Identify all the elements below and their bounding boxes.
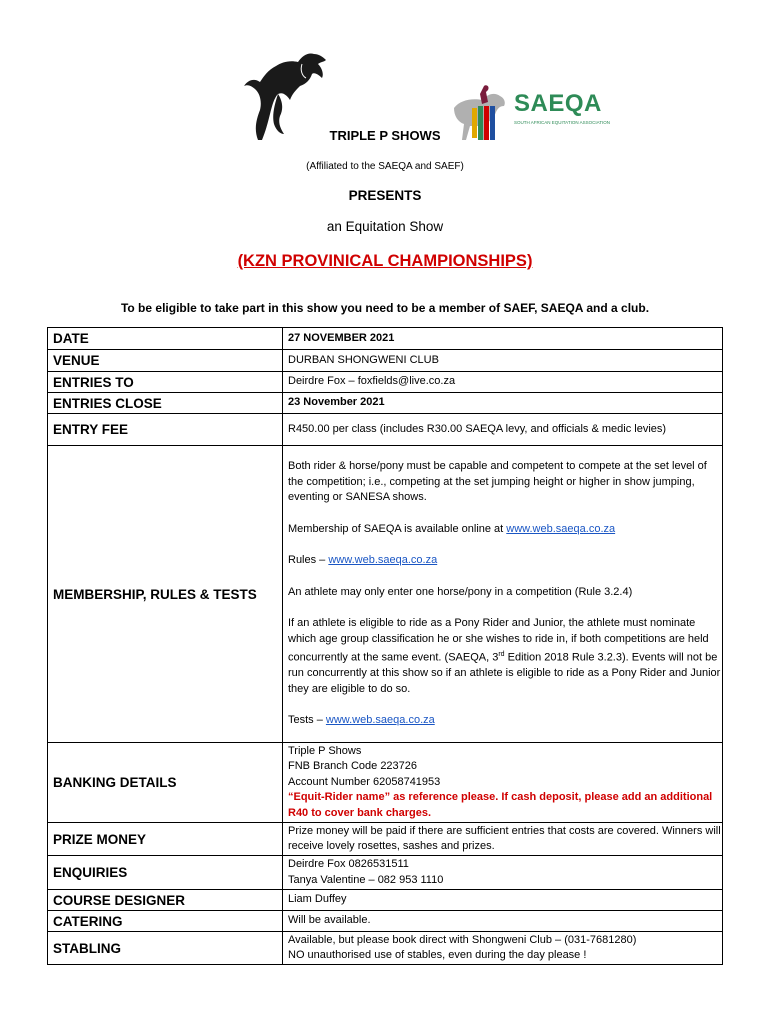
saeqa-wordmark: SAEQA [514,90,602,117]
rules-text: Rules – [288,554,329,567]
table-row [48,856,723,890]
table-row [48,743,723,823]
banking-account-name: Triple P Shows [288,744,362,757]
membership-text: Membership of SAEQA is available online at [288,522,507,535]
one-horse-rule: An athlete may only enter one horse/pony in a competition (Rule 3.2.4) [288,585,633,598]
entries-to-value: Deirdre Fox – foxfields@live.co.za [283,372,723,393]
table-row [48,823,723,856]
page-title: TRIPLE P SHOWS [329,128,441,143]
table-row [48,328,723,350]
capability-paragraph: Both rider & horse/pony must be capable and competent to compete at the set level of the competition; i.e., competing at the set jumping height or higher in show jumping, eventing or SANESA shows. [288,460,707,504]
entries-close-label: ENTRIES CLOSE [48,393,283,414]
membership-paragraph [288,522,722,538]
table-row [48,350,723,372]
table-row [48,414,723,446]
banking-label: BANKING DETAILS [48,743,283,823]
date-value: 27 NOVEMBER 2021 [283,328,723,350]
stabling-value [283,932,723,965]
age-group-text: If an athlete is eligible to ride as a Pony Rider and Junior, the athlete must nominate which age group classification he or she wishes to ride in, if both competitions are held concurrently at the same event. (SAEQA, 3 [288,617,709,664]
enquiry-contact-1: Deirdre Fox 0826531511 [288,858,409,870]
table-row [48,911,723,932]
saeqa-subtext: SOUTH AFRICAN EQUITATION ASSOCIATION [514,120,611,125]
table-row [48,393,723,414]
eligibility-note: To be eligible to take part in this show you need to be a member of SAEF, SAEQA and a club. [120,301,650,315]
venue-value: DURBAN SHONGWENI CLUB [283,350,723,372]
presents-heading: PRESENTS [348,188,422,203]
enquiries-value [283,856,723,890]
tests-link[interactable]: www.web.saeqa.co.za [325,714,435,727]
catering-label: CATERING [48,911,283,932]
age-group-text-cont: Edition 2018 Rule 3.2.3). Events will not be run concurrently at this show so if an athlete is eligible to ride as a Pony Rider and Junior they are eligible to do so. [288,651,721,695]
table-row [48,890,723,911]
edition-superscript: rd [498,651,505,659]
stabling-booking: Available, but please book direct with Shongweni Club – (031-7681280) [288,933,637,946]
membership-link[interactable]: www.web.saeqa.co.za [506,522,616,535]
course-designer-label: COURSE DESIGNER [48,890,283,911]
tests-text: Tests – [288,714,326,727]
rules-link[interactable]: www.web.saeqa.co.za [328,554,438,567]
table-row [48,372,723,393]
prize-money-value: Prize money will be paid if there are sufficient entries that costs are covered. Winners will receive lovely rosettes, sashes and prizes. [283,823,723,856]
age-group-paragraph [288,616,722,697]
enquiries-label: ENQUIRIES [48,856,283,890]
prize-money-label: PRIZE MONEY [48,823,283,856]
show-details-table [47,327,723,965]
event-title: (KZN PROVINICAL CHAMPIONSHIPS) [237,252,533,270]
enquiry-contact-2: Tanya Valentine – 082 953 1110 [288,873,444,886]
banking-account-number: Account Number 62058741953 [288,775,441,788]
affiliation: (Affiliated to the SAEQA and SAEF) [306,161,464,172]
entries-to-label: ENTRIES TO [48,372,283,393]
rules-paragraph [288,553,722,569]
venue-label: VENUE [48,350,283,372]
banking-branch-code: FNB Branch Code 223726 [288,760,418,773]
show-subtitle: an Equitation Show [326,219,444,234]
membership-label: MEMBERSHIP, RULES & TESTS [48,446,283,743]
table-row [48,932,723,965]
entry-fee-label: ENTRY FEE [48,414,283,446]
entry-fee-value: R450.00 per class (includes R30.00 SAEQA levy, and officials & medic levies) [283,414,723,446]
membership-value [283,446,723,743]
entries-close-value: 23 November 2021 [283,393,723,414]
banking-value [283,743,723,823]
banking-reference-note: “Equit-Rider name” as reference please. If cash deposit, please add an additional R40 to cover bank charges. [288,791,713,819]
table-row [48,446,723,743]
catering-value: Will be available. [283,911,723,932]
stabling-label: STABLING [48,932,283,965]
date-label: DATE [48,328,283,350]
tests-paragraph [288,713,722,729]
stabling-warning: NO unauthorised use of stables, even during the day please ! [288,949,587,961]
course-designer-value: Liam Duffey [283,890,723,911]
